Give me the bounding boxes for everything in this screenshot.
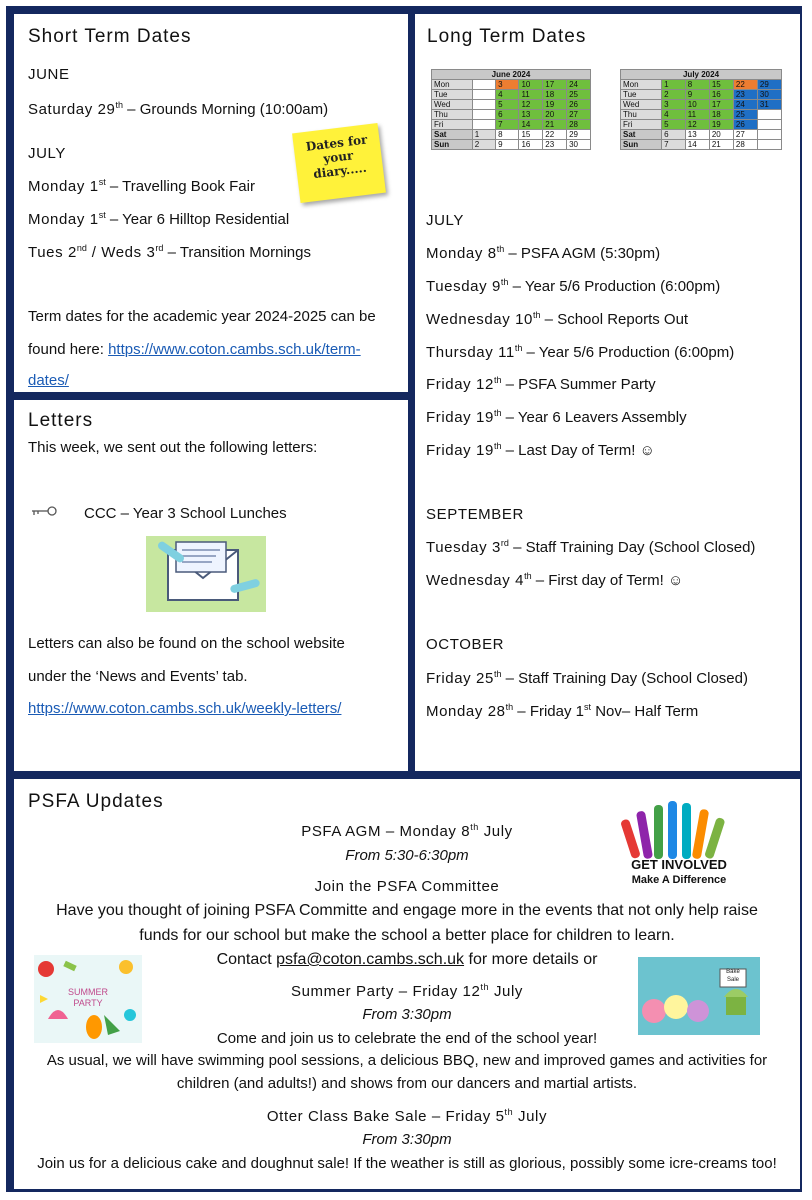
calendar-date-cell: 20	[709, 130, 733, 140]
calendar-date-cell: 7	[662, 140, 686, 150]
term-dates-text-2: found here: https://www.coton.cambs.sch.uk/term-	[28, 341, 361, 358]
agm-line: PSFA AGM – Monday 8th July	[301, 822, 513, 840]
envelope-illustration	[146, 536, 266, 617]
letters-title: Letters	[28, 410, 94, 431]
calendar-date-cell: 10	[519, 80, 543, 90]
calendar-date-cell: 8	[685, 80, 709, 90]
long-july-item: Monday 8th – PSFA AGM (5:30pm)	[426, 244, 661, 262]
calendar-day-label: Sun	[432, 140, 473, 150]
committee-text-1: Have you thought of joining PSFA Committe and engage more in the events that not only help raise	[56, 902, 758, 919]
calendar-row	[621, 100, 782, 110]
weekly-letters-link[interactable]: https://www.coton.cambs.sch.uk/weekly-letters/	[28, 700, 342, 717]
calendar-row	[621, 120, 782, 130]
calendar-date-cell: 11	[519, 90, 543, 100]
party-time: From 3:30pm	[362, 1006, 452, 1023]
july-heading: JULY	[28, 145, 66, 162]
summer-art-text: SUMMER	[68, 987, 108, 997]
agm-time: From 5:30-6:30pm	[345, 847, 469, 864]
calendar-day-label: Wed	[621, 100, 662, 110]
calendar-date-cell: 12	[685, 120, 709, 130]
contact-line: Contact psfa@coton.cambs.sch.uk for more details or	[216, 951, 598, 968]
oct-item: Monday 28th – Friday 1st Nov– Half Term	[426, 702, 699, 720]
calendar-date-cell: 6	[662, 130, 686, 140]
calendar-date-cell: 24	[733, 100, 757, 110]
long-july-item: Tuesday 9th – Year 5/6 Production (6:00pm)	[426, 277, 721, 295]
calendar-date-cell: 27	[733, 130, 757, 140]
calendar-date-cell: 5	[496, 100, 519, 110]
get-involved-illustration	[618, 799, 734, 891]
calendar-date-cell: 1	[662, 80, 686, 90]
bake-time: From 3:30pm	[362, 1131, 452, 1148]
june-calendar-body	[432, 80, 591, 150]
calendar-day-label: Thu	[432, 110, 473, 120]
calendar-date-cell	[472, 100, 495, 110]
key-icon	[30, 504, 58, 522]
calendar-date-cell: 10	[685, 100, 709, 110]
calendar-day-label: Sat	[432, 130, 473, 140]
calendar-date-cell: 17	[543, 80, 567, 90]
sticky-note	[292, 123, 386, 203]
calendar-day-label: Mon	[432, 80, 473, 90]
calendar-date-cell: 31	[757, 100, 781, 110]
letters-website-text-2: under the ‘News and Events’ tab.	[28, 668, 248, 685]
calendar-date-cell: 4	[662, 110, 686, 120]
october-heading: OCTOBER	[426, 636, 505, 653]
calendar-row	[621, 140, 782, 150]
calendar-date-cell	[472, 120, 495, 130]
calendar-date-cell: 19	[709, 120, 733, 130]
bake-text: Join us for a delicious cake and doughnut sale! If the weather is still as glorious, possibly some icre-creams too!	[37, 1155, 777, 1172]
bake-sale-illustration	[638, 957, 760, 1035]
sept-item: Wednesday 4th – First day of Term! ☺	[426, 571, 684, 589]
september-heading: SEPTEMBER	[426, 506, 524, 523]
calendar-date-cell: 23	[543, 140, 567, 150]
june-heading: JUNE	[28, 66, 70, 83]
calendar-row	[621, 80, 782, 90]
calendar-date-cell	[757, 120, 781, 130]
psfa-title: PSFA Updates	[28, 791, 164, 812]
letters-website-text: Letters can also be found on the school website	[28, 635, 345, 652]
calendar-date-cell	[472, 80, 495, 90]
calendar-date-cell: 29	[567, 130, 591, 140]
calendar-date-cell: 18	[543, 90, 567, 100]
calendar-day-label: Wed	[432, 100, 473, 110]
calendar-day-label: Tue	[621, 90, 662, 100]
make-a-difference-text: Make A Difference	[631, 874, 727, 886]
calendar-day-label: Thu	[621, 110, 662, 120]
calendar-day-label: Mon	[621, 80, 662, 90]
party-text-1: Come and join us to celebrate the end of the school year!	[216, 1030, 598, 1047]
june-item: Saturday 29th – Grounds Morning (10:00am)	[28, 100, 329, 118]
calendar-date-cell: 5	[662, 120, 686, 130]
long-term-dates-panel	[415, 14, 800, 771]
calendar-date-cell: 25	[567, 90, 591, 100]
calendar-date-cell: 28	[567, 120, 591, 130]
calendar-date-cell: 12	[519, 100, 543, 110]
calendar-date-cell: 16	[519, 140, 543, 150]
calendar-row	[432, 120, 591, 130]
calendar-date-cell: 15	[709, 80, 733, 90]
calendar-date-cell: 11	[685, 110, 709, 120]
calendar-date-cell: 26	[733, 120, 757, 130]
july-calendar-body	[621, 80, 782, 150]
get-involved-text: GET INVOLVED	[631, 857, 727, 872]
short-term-title: Short Term Dates	[28, 26, 192, 47]
calendar-row	[432, 90, 591, 100]
sticky-note-text: Dates for your diary.....	[305, 132, 369, 182]
calendar-date-cell: 9	[685, 90, 709, 100]
calendar-date-cell: 1	[472, 130, 495, 140]
calendar-row	[432, 130, 591, 140]
calendar-date-cell: 6	[496, 110, 519, 120]
calendar-date-cell: 2	[472, 140, 495, 150]
calendar-date-cell: 2	[662, 90, 686, 100]
long-july-item: Friday 19th – Year 6 Leavers Assembly	[426, 408, 687, 426]
letters-intro: This week, we sent out the following letters:	[28, 439, 318, 456]
calendar-date-cell: 9	[496, 140, 519, 150]
calendar-title: June 2024	[432, 70, 591, 80]
calendar-date-cell: 24	[567, 80, 591, 90]
calendar-date-cell: 27	[567, 110, 591, 120]
calendar-date-cell: 18	[709, 110, 733, 120]
short-july-item: Monday 1st – Year 6 Hilltop Residential	[28, 210, 290, 228]
letter-item[interactable]: CCC – Year 3 School Lunches	[84, 505, 287, 522]
long-july-item: Wednesday 10th – School Reports Out	[426, 310, 689, 328]
long-july-item: Thursday 11th – Year 5/6 Production (6:00pm)	[426, 343, 735, 361]
calendar-title: July 2024	[621, 70, 782, 80]
calendar-day-label: Tue	[432, 90, 473, 100]
calendar-date-cell: 3	[662, 100, 686, 110]
sale-art-text: Sale	[726, 977, 739, 983]
short-july-item: Tues 2nd / Weds 3rd – Transition Mornings	[28, 243, 311, 261]
calendar-date-cell: 26	[567, 100, 591, 110]
summer-party-illustration	[34, 955, 142, 1043]
calendar-date-cell	[757, 140, 781, 150]
calendar-row	[432, 140, 591, 150]
calendar-date-cell: 30	[757, 90, 781, 100]
long-july-heading: JULY	[426, 212, 464, 229]
calendar-date-cell: 21	[709, 140, 733, 150]
calendar-row	[432, 80, 591, 90]
calendar-day-label: Sun	[621, 140, 662, 150]
calendar-date-cell: 28	[733, 140, 757, 150]
calendar-row	[432, 100, 591, 110]
bake-line: Otter Class Bake Sale – Friday 5th July	[266, 1107, 548, 1125]
calendar-date-cell: 16	[709, 90, 733, 100]
calendar-date-cell: 3	[496, 80, 519, 90]
long-term-title: Long Term Dates	[427, 26, 587, 47]
calendar-date-cell: 13	[685, 130, 709, 140]
july-calendar	[620, 69, 782, 150]
calendar-date-cell: 22	[733, 80, 757, 90]
bake-art-text: Bake	[726, 969, 740, 975]
june-calendar	[431, 69, 591, 150]
psfa-email-link[interactable]: psfa@coton.cambs.sch.uk	[276, 951, 465, 968]
calendar-date-cell: 4	[496, 90, 519, 100]
calendar-date-cell: 14	[685, 140, 709, 150]
calendar-date-cell: 21	[543, 120, 567, 130]
party-line: Summer Party – Friday 12th July	[290, 982, 524, 1000]
party-text-2: As usual, we will have swimming pool sessions, a delicious BBQ, new and improved games and activities for	[46, 1052, 768, 1069]
calendar-date-cell: 8	[496, 130, 519, 140]
calendar-date-cell: 15	[519, 130, 543, 140]
calendar-date-cell: 17	[709, 100, 733, 110]
calendar-row	[621, 90, 782, 100]
long-july-item: Friday 12th – PSFA Summer Party	[426, 375, 656, 393]
calendar-row	[621, 130, 782, 140]
calendar-date-cell: 22	[543, 130, 567, 140]
letters-panel	[14, 400, 408, 771]
calendar-day-label: Sat	[621, 130, 662, 140]
calendar-date-cell: 23	[733, 90, 757, 100]
calendar-date-cell: 30	[567, 140, 591, 150]
calendar-date-cell	[472, 90, 495, 100]
committee-text-2: funds for our school but make the school a better place for children to learn.	[139, 927, 675, 944]
calendar-row	[621, 110, 782, 120]
calendar-date-cell: 13	[519, 110, 543, 120]
term-dates-link[interactable]: https://www.coton.cambs.sch.uk/term-	[108, 341, 361, 358]
calendar-date-cell: 25	[733, 110, 757, 120]
short-july-item: Monday 1st – Travelling Book Fair	[28, 177, 255, 195]
calendar-date-cell: 14	[519, 120, 543, 130]
calendar-date-cell: 19	[543, 100, 567, 110]
calendar-date-cell: 20	[543, 110, 567, 120]
short-term-dates-panel	[14, 14, 408, 392]
committee-heading: Join the PSFA Committee	[314, 878, 500, 895]
party-art-text: PARTY	[73, 998, 103, 1008]
calendar-day-label: Fri	[432, 120, 473, 130]
sept-item: Tuesday 3rd – Staff Training Day (School Closed)	[426, 538, 756, 556]
long-july-item: Friday 19th – Last Day of Term! ☺	[426, 441, 655, 459]
party-text-3: children (and adults!) and shows from our dancers and martial artists.	[176, 1075, 638, 1092]
calendar-date-cell: 7	[496, 120, 519, 130]
calendar-date-cell	[472, 110, 495, 120]
psfa-updates-panel	[14, 779, 800, 1189]
calendar-row	[432, 110, 591, 120]
term-dates-text: Term dates for the academic year 2024-2025 can be	[28, 308, 376, 325]
term-dates-link-cont[interactable]: dates/	[28, 372, 69, 389]
calendar-date-cell	[757, 110, 781, 120]
oct-item: Friday 25th – Staff Training Day (School Closed)	[426, 669, 748, 687]
calendar-day-label: Fri	[621, 120, 662, 130]
calendar-date-cell	[757, 130, 781, 140]
calendar-date-cell: 29	[757, 80, 781, 90]
